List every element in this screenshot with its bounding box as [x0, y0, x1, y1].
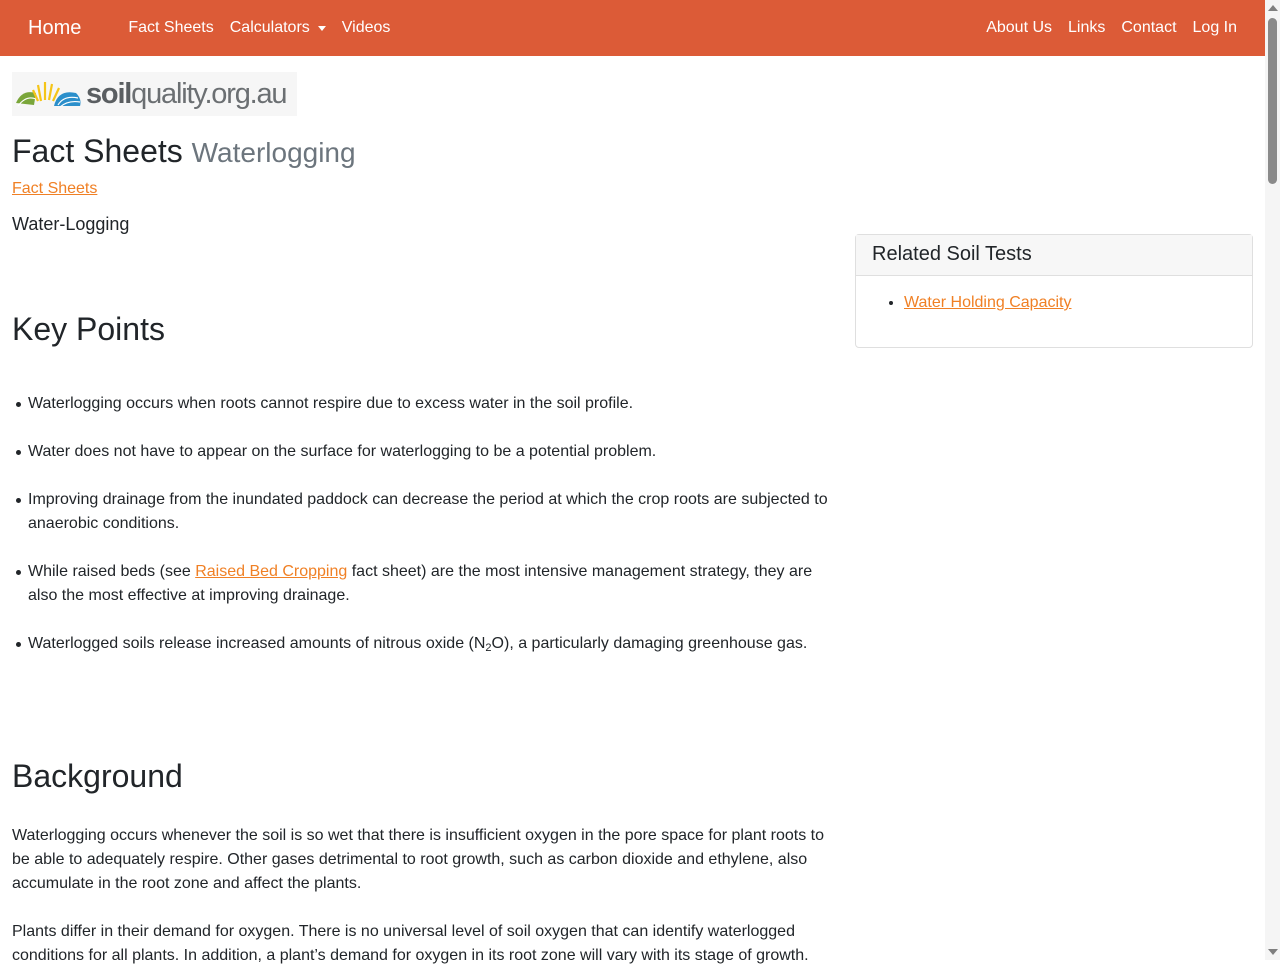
caret-down-icon — [318, 26, 326, 31]
background-section — [12, 758, 842, 968]
key-points-heading: Key Points — [12, 311, 165, 348]
fact-sheet-name: Water-Logging — [12, 214, 130, 235]
nav-right — [978, 19, 1245, 37]
nav-links[interactable]: Links — [1068, 19, 1106, 36]
page-title: Fact Sheets Waterlogging — [12, 133, 356, 169]
list-item: Water does not have to appear on the surface for waterlogging to be a potential problem. — [12, 440, 842, 464]
nav-fact-sheets[interactable]: Fact Sheets — [128, 19, 214, 36]
list-item: Waterlogging occurs when roots cannot respire due to excess water in the soil profile. — [12, 392, 842, 416]
nav-contact[interactable]: Contact — [1121, 19, 1177, 36]
home-link[interactable]: Home — [28, 16, 82, 39]
page-subtitle-small: Waterlogging — [191, 137, 356, 168]
related-soil-tests-card — [855, 234, 1253, 348]
scroll-up-arrow-icon[interactable] — [1268, 5, 1278, 11]
scroll-down-arrow-icon[interactable] — [1268, 949, 1278, 955]
top-navbar — [0, 0, 1265, 56]
nav-about-us[interactable]: About Us — [986, 19, 1053, 36]
site-logo[interactable] — [12, 72, 297, 116]
background-paragraph: Plants differ in their demand for oxygen. There is no universal level of soil oxygen that can identify waterlogged conditions for all plants. In addition, a plant’s demand for oxygen in its root zone will vary with its stage of growth. — [12, 923, 809, 964]
sunrise-logo-icon — [14, 79, 84, 109]
background-paragraph: Waterlogging occurs whenever the soil is so wet that there is insufficient oxygen in the pore space for plant roots to be able to adequately respire. Other gases detrimental to root growth, such as carbon dioxide and ethylene, also accumulate in the root zone and affect the plants. — [12, 827, 824, 892]
list-item: While raised beds (see Raised Bed Cropping fact sheet) are the most intensive management strategy, they are also the most effective at improving drainage. — [12, 560, 842, 608]
nav-calculators-dropdown[interactable] — [222, 19, 334, 37]
list-item: Waterlogged soils release increased amounts of nitrous oxide $(N_2O)$, a particularly damaging greenhouse gas. — [12, 632, 842, 656]
card-body — [856, 294, 1252, 312]
raised-bed-cropping-link[interactable]: Raised Bed Cropping — [195, 563, 348, 581]
scrollbar-thumb[interactable] — [1268, 18, 1277, 184]
breadcrumb-fact-sheets[interactable]: Fact Sheets — [12, 180, 98, 198]
card-title: Related Soil Tests — [856, 235, 1252, 276]
list-item: Improving drainage from the inundated paddock can decrease the period at which the crop roots are subjected to anaerobic conditions. — [12, 488, 842, 536]
list-item — [904, 294, 1252, 312]
water-holding-capacity-link[interactable]: Water Holding Capacity — [904, 294, 1072, 311]
nav-log-in[interactable]: Log In — [1192, 19, 1237, 36]
logo-wordmark: soilquality.org.au — [86, 77, 287, 110]
vertical-scrollbar[interactable] — [1265, 0, 1280, 960]
nav-left — [120, 19, 398, 37]
nav-videos[interactable]: Videos — [341, 19, 391, 36]
main-content — [12, 72, 842, 964]
nav-calculators-label: Calculators — [229, 19, 310, 36]
key-points-list — [12, 392, 842, 656]
background-heading: Background — [12, 758, 183, 794]
